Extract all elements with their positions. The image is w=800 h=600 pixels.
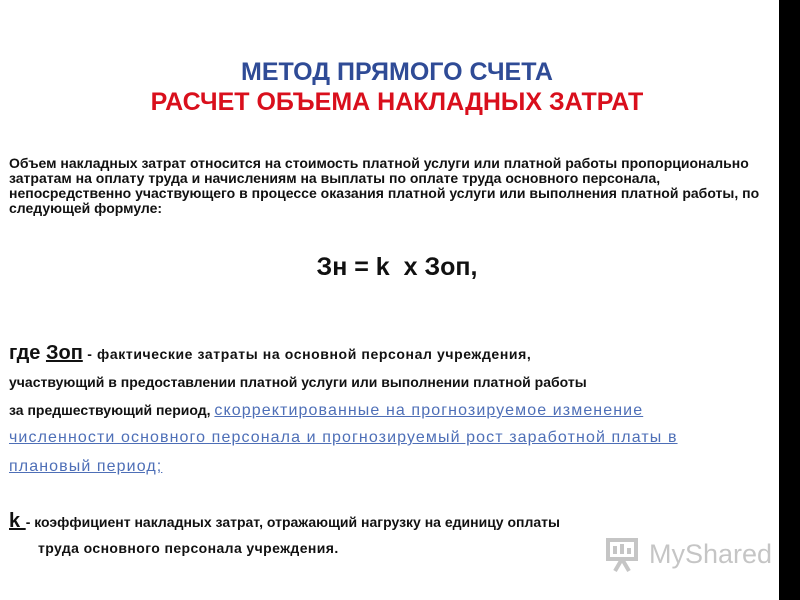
correction-link-part-3[interactable]: плановый период; [9, 458, 163, 475]
k-term: k [9, 510, 26, 532]
zop-definition-text: - фактические затраты на основной персонал учреждения, [82, 346, 532, 362]
overhead-formula: Зн = k х Зоп, [316, 253, 478, 281]
slide-title-primary: МЕТОД ПРЯМОГО СЧЕТА [241, 58, 553, 86]
zop-definition-line-1 [9, 342, 531, 365]
slide-title-secondary: РАСЧЕТ ОБЪЕМА НАКЛАДНЫХ ЗАТРАТ [150, 88, 644, 116]
zop-period-text: за предшествующий период, [9, 402, 215, 418]
correction-link-part-1[interactable]: скорректированные на прогнозируемое изменение [214, 402, 644, 419]
zop-definition-line-4 [9, 429, 678, 447]
zop-definition-line-3 [9, 402, 643, 420]
k-definition-line-2: труда основного персонала учреждения. [38, 540, 339, 556]
zop-term: Зоп [45, 342, 83, 364]
presentation-board-icon [605, 537, 641, 573]
watermark-text: MyShared [649, 539, 773, 569]
intro-paragraph: Объем накладных затрат относится на стоимость платной услуги или платной работы пропорционально затратам на оплату труда и начислениям на выплаты по оплате труда основного персонала, непосредственно участвующего в процессе оказания платной услуги или выполнения платной работы, по следующей формуле: [9, 155, 760, 216]
k-definition-text: - коэффициент накладных затрат, отражающий нагрузку на единицу оплаты [25, 514, 560, 530]
myshared-watermark [605, 537, 773, 573]
correction-link-part-2[interactable]: численности основного персонала и прогнозируемый рост заработной платы в [9, 429, 678, 446]
zop-definition-line-2: участвующий в предоставлении платной услуги или выполнении платной работы [9, 374, 587, 390]
zop-prefix: где [9, 342, 46, 364]
k-definition-line-1 [9, 510, 560, 533]
zop-definition-line-5 [9, 458, 162, 476]
